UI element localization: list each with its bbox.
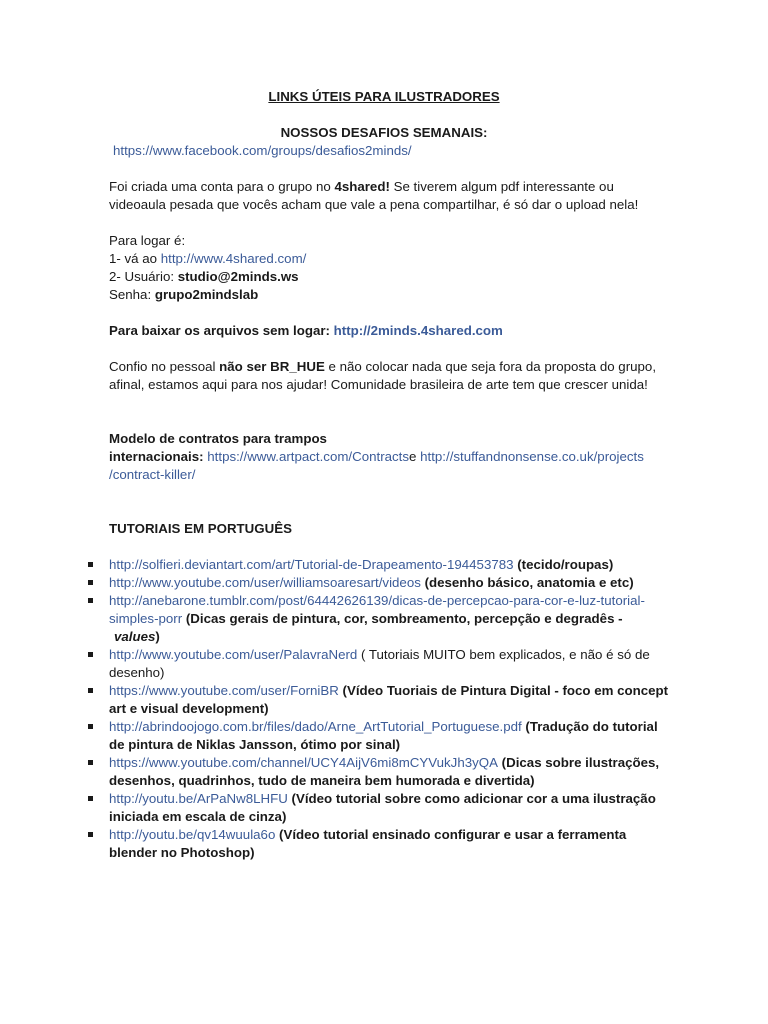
login-step-1: 1- vá ao http://www.4shared.com/ — [109, 251, 307, 266]
stuffandnonsense-link-cont[interactable]: /contract-killer/ — [109, 467, 196, 482]
download-link[interactable]: http://2minds.4shared.com — [333, 323, 503, 338]
4shared-link[interactable]: http://www.4shared.com/ — [160, 251, 307, 266]
weekly-challenges-heading: NOSSOS DESAFIOS SEMANAIS: — [280, 125, 488, 140]
list-item: https://www.youtube.com/user/ForniBR (Vídeo Tuoriais de Pintura Digital - foco em concept art e visual development) — [109, 683, 669, 716]
trust-paragraph: Confio no pessoal não ser BR_HUE e não colocar nada que seja fora da proposta do grupo, afinal, estamos aqui para nos ajudar! Comunidade brasileira de arte tem que crescer unida! — [109, 359, 657, 392]
artpact-link[interactable]: https://www.artpact.com/Contracts — [207, 449, 410, 464]
list-item: http://www.youtube.com/user/PalavraNerd ( Tutoriais MUITO bem explicados, e não é só de desenho) — [109, 646, 669, 682]
password-value: grupo2mindslab — [154, 287, 259, 302]
list-item: http://youtu.be/ArPaNw8LHFU (Vídeo tutorial sobre como adicionar cor a uma ilustração iniciada em escala de cinza) — [109, 790, 669, 826]
contracts-heading: Modelo de contratos para trampos — [109, 431, 327, 446]
username-value: studio@2minds.ws — [177, 269, 299, 284]
login-password: Senha: grupo2mindslab — [109, 287, 259, 302]
list-item: http://abrindoojogo.com.br/files/dado/Arne_ArtTutorial_Portuguese.pdf (Tradução do tutorial de pintura de Niklas Jansson, ótimo por sinal) — [109, 718, 669, 754]
stuffandnonsense-link[interactable]: http://stuffandnonsense.co.uk/projects — [420, 449, 644, 464]
document-page — [109, 88, 669, 862]
account-service-name: 4shared! — [334, 179, 390, 194]
facebook-group-link[interactable]: https://www.facebook.com/groups/desafios2minds/ — [113, 143, 412, 158]
list-item: https://www.youtube.com/channel/UCY4AijV6mi8mCYVukJh3yQA (Dicas sobre ilustrações, desenhos, quadrinhos, tudo de maneira bem humorada e divertida) — [109, 754, 669, 790]
tutorials-heading: TUTORIAIS EM PORTUGUÊS — [109, 521, 292, 536]
login-step-2: 2- Usuário: studio@2minds.ws — [109, 269, 299, 284]
list-item: http://anebarone.tumblr.com/post/64442626139/dicas-de-percepcao-para-cor-e-luz-tutorial-simples-porr (Dicas gerais de pintura, cor, sombreamento, percepção e degradês - values) — [109, 592, 669, 646]
download-line: Para baixar os arquivos sem logar: http://2minds.4shared.com — [109, 323, 503, 338]
contracts-links: internacionais: https://www.artpact.com/Contractse http://stuffandnonsense.co.uk/projects /contract-killer/ — [109, 449, 644, 482]
login-label: Para logar é: — [109, 233, 186, 248]
tutorials-list — [109, 556, 669, 862]
list-item: http://youtu.be/qv14wuula6o (Vídeo tutorial ensinado configurar e usar a ferramenta blender no Photoshop) — [109, 826, 669, 862]
page-title: LINKS ÚTEIS PARA ILUSTRADORES — [268, 89, 500, 104]
account-intro: Foi criada uma conta para o grupo no 4shared! Se tiverem algum pdf interessante ou videoaula pesada que vocês acham que vale a pena compartilhar, é só dar o upload nela! — [109, 179, 639, 212]
list-item: http://solfieri.deviantart.com/art/Tutorial-de-Drapeamento-194453783 (tecido/roupas) — [109, 556, 669, 574]
list-item: http://www.youtube.com/user/williamsoaresart/videos (desenho básico, anatomia e etc) — [109, 574, 669, 592]
